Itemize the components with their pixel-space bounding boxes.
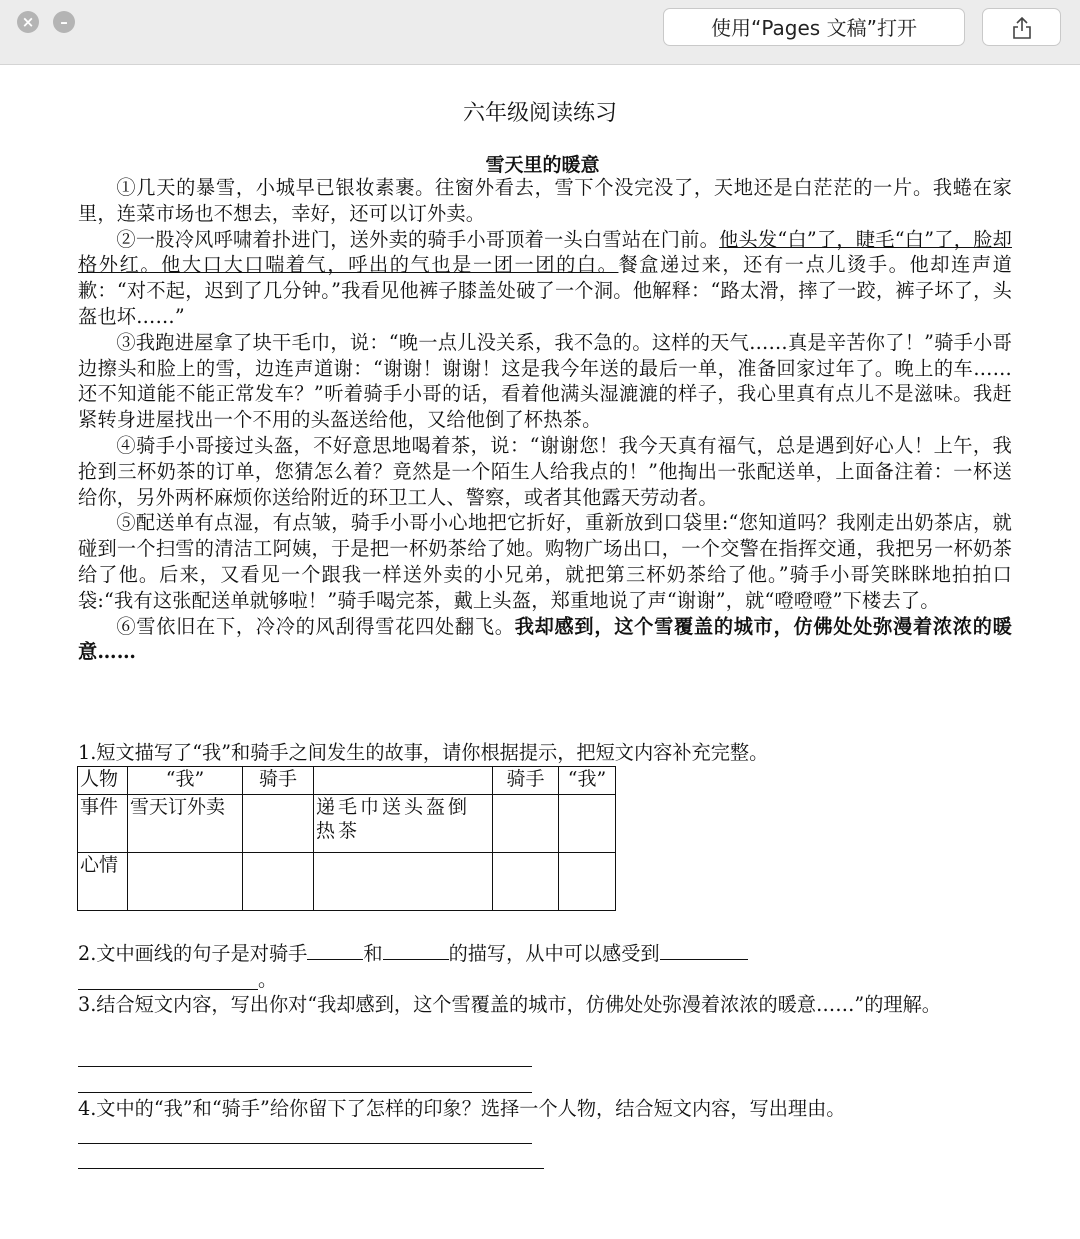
question-2 — [78, 941, 1012, 967]
table-cell[interactable] — [128, 853, 243, 911]
table-cell[interactable] — [243, 795, 314, 853]
viewer-toolbar — [0, 0, 1080, 65]
row-header-mood: 心情 — [78, 853, 128, 911]
page-title: 六年级阅读练习 — [462, 101, 617, 126]
answer-line[interactable] — [78, 1066, 532, 1067]
answer-line[interactable] — [78, 989, 258, 990]
minimize-icon[interactable]: – — [53, 11, 75, 33]
answer-line[interactable] — [78, 1092, 532, 1093]
story-table — [77, 766, 616, 911]
paragraph-2-start: ②一股冷风呼啸着扑进门，送外卖的骑手小哥顶着一头白雪站在门前。 — [116, 227, 720, 251]
paragraph-2 — [78, 227, 1012, 330]
question-4: 4.文中的“我”和“骑手”给你留下了怎样的印象？选择一个人物，结合短文内容，写出理由。 — [78, 1097, 846, 1120]
paragraph-2-end: 餐盒递过来，还有一点儿烫手。他却连声道歉：“对不起，迟到了几分钟。”我看见他裤子膝盖处破了一个洞。他解释：“路太滑，摔了一跤，裤子坏了，头盔也坏……” — [78, 253, 1012, 328]
paragraph-6-start: ⑥雪依旧在下，冷冷的风刮得雪花四处翻飞。 — [116, 614, 515, 638]
document-page — [0, 65, 1080, 1239]
underlined-sentence: 他头发“白”了，睫毛“白”了，脸却格外红。他大口大口喘着气，呼出的气也是一团一团的白。 — [78, 227, 1012, 277]
answer-line[interactable] — [78, 1168, 544, 1169]
question-1: 1.短文描写了“我”和骑手之间发生的故事，请你根据提示，把短文内容补充完整。 — [78, 741, 769, 764]
share-icon — [1011, 16, 1033, 40]
bold-sentence: 我却感到，这个雪覆盖的城市，仿佛处处弥漫着浓浓的暖意…… — [78, 614, 1013, 664]
answer-blank[interactable] — [307, 941, 363, 960]
table-cell: 递毛巾送头盔倒热茶 — [314, 795, 493, 853]
table-cell: 骑手 — [243, 767, 314, 795]
table-cell[interactable] — [559, 795, 616, 853]
table-cell — [314, 767, 493, 795]
passage-body — [78, 175, 1012, 665]
table-cell[interactable] — [314, 853, 493, 911]
paragraph-5: ⑤配送单有点湿，有点皱，骑手小哥小心地把它折好，重新放到口袋里:“您知道吗？我刚走出奶茶店，就碰到一个扫雪的清洁工阿姨，于是把一杯奶茶给了她。购物广场出口，一个交警在指挥交通，我把另一杯奶茶给了他。后来，又看见一个跟我一样送外卖的小兄弟，就把第三杯奶茶给了他。”骑手小哥笑眯眯地拍拍口袋:“我有这张配送单就够啦！”骑手喝完茶，戴上头盔，郑重地说了声“谢谢”，就“噔噔噔”下楼去了。 — [78, 511, 1012, 612]
question-2-text: 的描写，从中可以感受到 — [448, 942, 660, 965]
question-2-text: 2.文中画线的句子是对骑手 — [78, 942, 308, 965]
table-cell: 骑手 — [493, 767, 559, 795]
paragraph-4: ④骑手小哥接过头盔，不好意思地喝着茶，说：“谢谢您！我今天真有福气，总是遇到好心人！上午，我抢到三杯奶茶的订单，您猜怎么着？竟然是一个陌生人给我点的！”他掏出一张配送单，上面备注着：一杯送给你，另外两杯麻烦你送给附近的环卫工人、警察，或者其他露天劳动者。 — [78, 433, 1012, 509]
table-cell[interactable] — [493, 853, 559, 911]
paragraph-6 — [78, 614, 1012, 666]
open-in-pages-button[interactable]: 使用“Pages 文稿”打开 — [663, 8, 965, 46]
question-2-text: 和 — [363, 942, 383, 965]
passage-title: 雪天里的暖意 — [485, 154, 600, 176]
table-cell[interactable] — [243, 853, 314, 911]
answer-line[interactable] — [78, 1143, 532, 1144]
table-cell[interactable] — [493, 795, 559, 853]
table-cell: “我” — [128, 767, 243, 795]
row-header-event: 事件 — [78, 795, 128, 853]
answer-blank[interactable] — [383, 941, 449, 960]
answer-blank[interactable] — [660, 941, 748, 960]
table-cell[interactable] — [559, 853, 616, 911]
paragraph-3: ③我跑进屋拿了块干毛巾，说：“晚一点儿没关系，我不急的。这样的天气……真是辛苦你了！”骑手小哥边擦头和脸上的雪，边连声道谢：“谢谢！谢谢！这是我今年送的最后一单，准备回家过年了。晚上的车……还不知道能不能正常发车？”听着骑手小哥的话，看着他满头湿漉漉的样子，我心里真有点儿不是滋味。我赶紧转身进屋找出一个不用的头盔送给他，又给他倒了杯热茶。 — [78, 330, 1012, 432]
row-header-person: 人物 — [78, 767, 128, 795]
question-2-period: 。 — [258, 968, 278, 991]
paragraph-1: ①几天的暴雪，小城早已银妆素裹。往窗外看去，雪下个没完没了，天地还是白茫茫的一片。我蜷在家里，连菜市场也不想去，幸好，还可以订外卖。 — [78, 176, 1012, 225]
table-cell: “我” — [559, 767, 616, 795]
question-3: 3.结合短文内容，写出你对“我却感到，这个雪覆盖的城市，仿佛处处弥漫着浓浓的暖意……”的理解。 — [78, 993, 941, 1016]
close-icon[interactable]: × — [17, 11, 39, 33]
share-button[interactable] — [982, 8, 1061, 46]
table-cell: 雪天订外卖 — [128, 795, 243, 853]
